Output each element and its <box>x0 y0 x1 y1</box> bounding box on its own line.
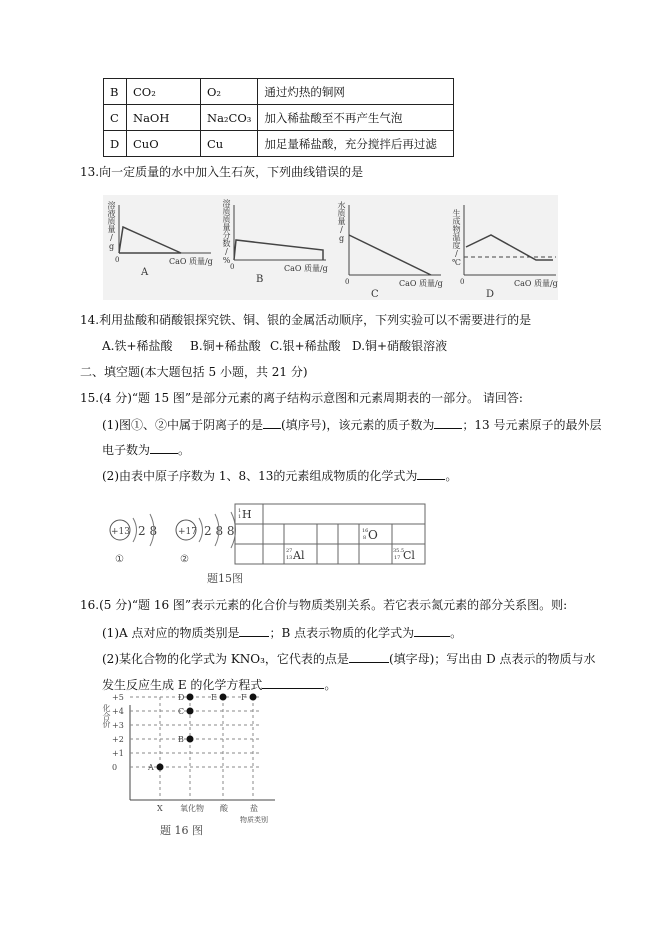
answer-blank[interactable] <box>263 416 281 429</box>
origin-label: 0 <box>345 278 350 286</box>
cell: NaOH <box>127 105 201 131</box>
x-tick-label: 盐 <box>250 804 258 813</box>
q15-part2 <box>102 467 457 484</box>
origin-label: 0 <box>230 263 235 271</box>
element-symbol: O <box>368 528 378 542</box>
figure-caption: 题15图 <box>207 572 243 585</box>
data-point-a <box>157 764 164 771</box>
q16-y-axis-label: 化合价 <box>102 704 111 728</box>
data-point-e <box>220 694 227 701</box>
q16-part2 <box>102 650 596 667</box>
x-tick-label: 氧化物 <box>180 804 204 813</box>
y-tick-label: +2 <box>112 735 124 744</box>
graph-b-y-axis-label: 溶质质量分数/% <box>222 199 231 265</box>
q16-part1 <box>102 624 462 641</box>
q13-graphs-svg <box>103 195 558 300</box>
ion-diagram-1 <box>110 514 157 565</box>
answer-blank[interactable] <box>349 650 389 663</box>
curve <box>349 235 431 275</box>
x-axis-label: 物质类别 <box>240 816 268 824</box>
x-axis-label: CaO 质量/g <box>169 257 213 266</box>
y-tick-label: +3 <box>112 721 124 730</box>
text: 。 <box>445 469 458 483</box>
nucleus-label: +17 <box>178 527 197 537</box>
data-point-b <box>187 736 194 743</box>
x-axis-label: CaO 质量/g <box>399 279 443 288</box>
answer-blank[interactable] <box>434 416 462 429</box>
origin-label: 0 <box>460 278 465 286</box>
impurity-table <box>103 78 454 157</box>
atomic-number: 17 <box>394 555 401 561</box>
data-point-c <box>187 708 194 715</box>
mass-number: 16 <box>362 528 369 534</box>
figure-16 <box>100 693 290 837</box>
data-point-f <box>250 694 257 701</box>
curve <box>466 235 553 260</box>
mass-number: 1 <box>238 508 242 514</box>
text: 。 <box>450 626 463 640</box>
mass-number: 27 <box>286 548 293 554</box>
graph-b <box>230 205 328 285</box>
q15-part1 <box>102 416 601 433</box>
text: (1)A 点对应的物质类别是 <box>102 626 240 640</box>
graph-a-y-axis-label: 溶液质量/g <box>107 201 116 251</box>
cell: CuO <box>127 131 201 157</box>
question-15: 15.(4 分)“题 15 图”是部分元素的离子结构示意图和元素周期表的一部分。 请回答: <box>80 391 523 405</box>
table-row <box>104 131 454 157</box>
section-heading: 二、填空题(本大题包括 5 小题，共 21 分) <box>80 365 308 379</box>
answer-blank[interactable] <box>262 676 324 689</box>
atomic-number: 13 <box>286 555 293 561</box>
text: (1)图①、②中属于阴离子的是 <box>102 418 263 432</box>
graph-letter: B <box>256 274 264 285</box>
y-tick-label: +4 <box>112 707 124 716</box>
y-tick-label: 0 <box>112 763 118 772</box>
x-tick-label: X <box>157 804 163 813</box>
ion-diagram-2 <box>176 512 236 565</box>
text: 。 <box>324 678 337 692</box>
text: (填序号)，该元素的质子数为 <box>281 418 435 432</box>
ion-marker: ② <box>180 554 189 565</box>
element-symbol: H <box>242 508 252 521</box>
mass-number: 35.5 <box>393 548 405 554</box>
cell: C <box>104 105 127 131</box>
option-d: D.铜+硝酸银溶液 <box>352 339 448 353</box>
q16-part2-cont <box>102 676 336 693</box>
cell: 加入稀盐酸至不再产生气泡 <box>258 105 454 131</box>
cell: O₂ <box>201 79 258 105</box>
question-16: 16.(5 分)“题 16 图”表示元素的化合价与物质类别关系。若它表示氮元素的部分关系图。则: <box>80 598 568 612</box>
cell: 加足量稀盐酸，充分搅拌后再过滤 <box>258 131 454 157</box>
point-label: C <box>178 707 185 716</box>
point-label: E <box>211 693 217 702</box>
point-label: B <box>178 735 184 744</box>
graph-letter: A <box>141 267 149 278</box>
text: 。 <box>178 443 191 457</box>
curve <box>119 227 181 253</box>
text: 发生反应生成 E 的化学方程式 <box>102 678 263 692</box>
shell-electrons: 2 8 8 <box>204 524 235 538</box>
text: ；B 点表示物质的化学式为 <box>269 626 415 640</box>
point-label: D <box>178 693 185 702</box>
option-a: A.铁+稀盐酸 <box>102 339 173 353</box>
graph-d <box>460 205 558 300</box>
cell: CO₂ <box>127 79 201 105</box>
option-b: B.铜+稀盐酸 <box>190 339 261 353</box>
answer-blank[interactable] <box>414 624 450 637</box>
question-13: 13.向一定质量的水中加入生石灰，下列曲线错误的是 <box>80 165 364 179</box>
cell: Cu <box>201 131 258 157</box>
x-tick-label: 酸 <box>220 804 228 813</box>
x-axis-label: CaO 质量/g <box>514 279 558 288</box>
point-label: A <box>148 763 154 772</box>
question-14: 14.利用盐酸和硝酸银探究铁、铜、银的金属活动顺序，下列实验可以不需要进行的是 <box>80 313 532 327</box>
cell: D <box>104 131 127 157</box>
graph-c <box>345 205 443 300</box>
y-tick-label: +1 <box>112 749 124 758</box>
option-c: C.银+稀盐酸 <box>270 339 341 353</box>
cell: Na₂CO₃ <box>201 105 258 131</box>
graph-d-y-axis-label: 生成物温度/℃ <box>452 209 461 267</box>
y-tick-label: +5 <box>112 693 124 702</box>
point-label: F <box>241 693 247 702</box>
atomic-number: 8 <box>363 535 367 541</box>
figure-caption: 题 16 图 <box>160 824 203 837</box>
element-symbol: Al <box>293 549 305 562</box>
text: ；13 号元素原子的最外层 <box>462 418 602 432</box>
origin-label: 0 <box>115 256 120 264</box>
data-point-d <box>187 694 194 701</box>
q13-graphs <box>103 195 558 300</box>
figure-15 <box>100 500 440 590</box>
graph-letter: D <box>486 289 495 300</box>
answer-blank[interactable] <box>239 624 269 637</box>
q15-part1-cont <box>102 441 190 458</box>
text: (2)由表中原子序数为 1、8、13的元素组成物质的化学式为 <box>102 469 418 483</box>
element-symbol: Cl <box>403 549 415 562</box>
graph-c-y-axis-label: 水质量/g <box>337 201 346 243</box>
answer-blank[interactable] <box>417 467 445 480</box>
answer-blank[interactable] <box>150 441 178 454</box>
atomic-number: 1 <box>238 514 242 520</box>
cell: B <box>104 79 127 105</box>
text: 电子数为 <box>102 443 151 457</box>
text: (2)某化合物的化学式为 KNO₃，它代表的点是 <box>102 652 349 666</box>
nucleus-label: +13 <box>111 527 130 537</box>
table-row <box>104 105 454 131</box>
curve <box>234 240 323 260</box>
graph-letter: C <box>371 289 379 300</box>
x-axis-label: CaO 质量/g <box>284 264 328 273</box>
text: (填字母)；写出由 D 点表示的物质与水 <box>388 652 596 666</box>
shell-electrons: 2 8 <box>138 524 158 538</box>
ion-marker: ① <box>115 554 124 565</box>
cell: 通过灼热的铜网 <box>258 79 454 105</box>
graph-a <box>115 205 213 278</box>
table-row <box>104 79 454 105</box>
